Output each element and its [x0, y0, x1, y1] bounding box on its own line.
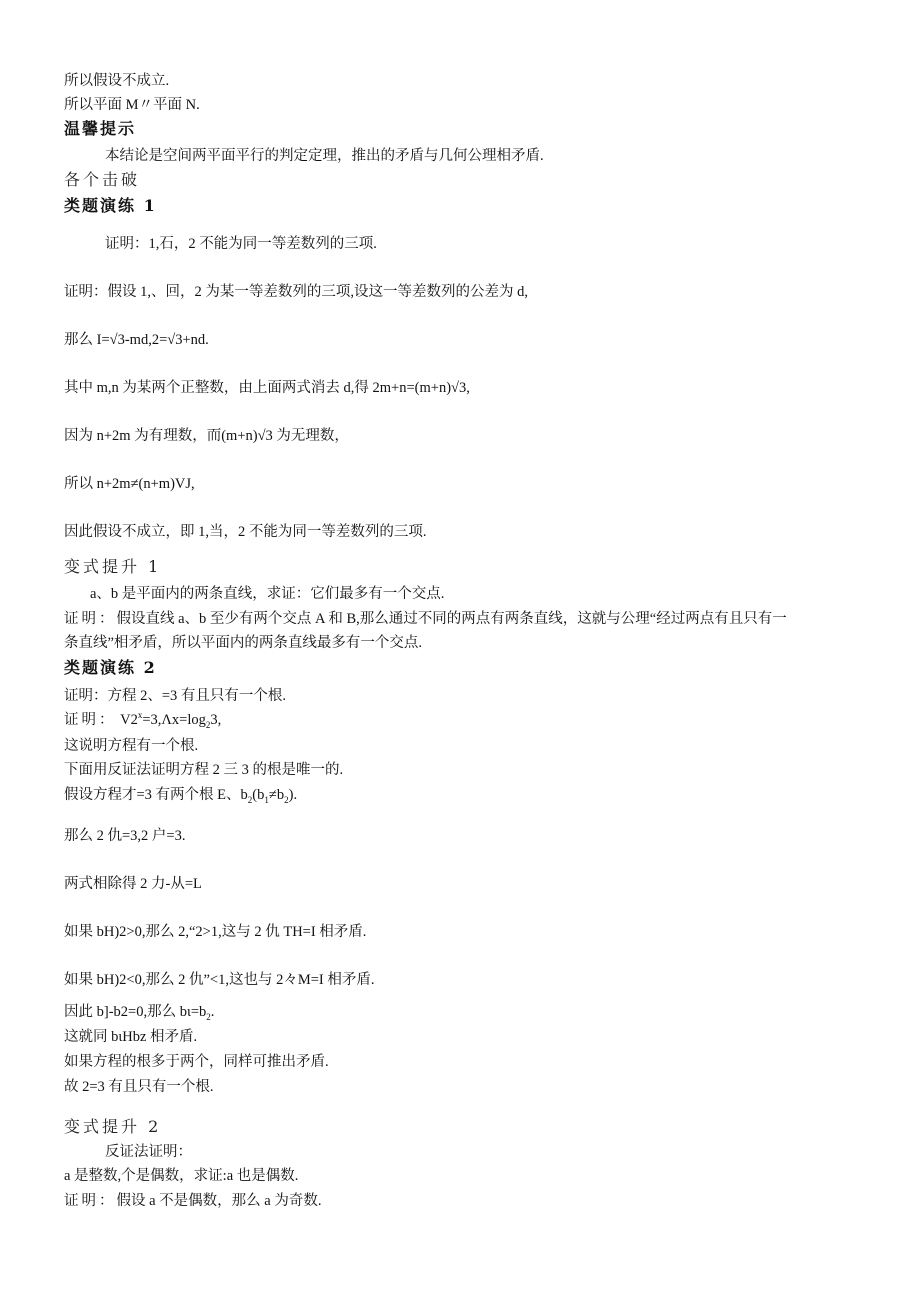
text-line: 如果方程的根多于两个，同样可推出矛盾.: [64, 1054, 329, 1070]
section-heading-variant-1: 变式提升 1: [64, 557, 162, 576]
text-line: 故 2=3 有且只有一个根.: [64, 1079, 214, 1095]
text-line: 其中 m,n 为某两个正整数，由上面两式消去 d,得 2m+n=(m+n)√3,: [64, 380, 470, 396]
text-line: 所以平面 M〃平面 N.: [64, 97, 200, 113]
formula-part: =3,Λx=log: [142, 712, 206, 728]
formula-subscript: 2: [205, 719, 211, 730]
formula-part: ≠b: [268, 787, 285, 803]
text-line: 反证法证明：: [105, 1144, 192, 1160]
proof-text: 假设直线 a、b 至少有两个交点 A 和 B,那么通过不同的两点有两条直线，这就与公理“经过两点有且只有一: [116, 611, 787, 627]
section-heading-variant-2: 变式提升 2: [64, 1117, 162, 1136]
formula-part: V2: [120, 712, 138, 728]
text-line: 本结论是空间两平面平行的判定定理，推出的矛盾与几何公理相矛盾.: [105, 148, 544, 164]
proof-text: 假设 a 不是偶数，那么 a 为奇数.: [116, 1193, 322, 1209]
formula-subscript: 1: [264, 794, 269, 805]
text-line: 那么 I=√3-md,2=√3+nd.: [64, 332, 209, 348]
text-line: 因为 n+2m 为有理数，而(m+n)√3 为无理数，: [64, 428, 349, 444]
text-line: 条直线”相矛盾，所以平面内的两条直线最多有一个交点.: [64, 635, 423, 651]
section-heading-tip: 温馨提示: [64, 119, 137, 138]
text-line: 下面用反证法证明方程 2 三 3 的根是唯一的.: [64, 762, 344, 778]
text-line: 如果 bH)2>0,那么 2,“2>1,这与 2 仇 TH=I 相矛盾.: [64, 924, 367, 940]
formula-superscript: x: [137, 710, 143, 721]
formula-part: ).: [288, 787, 298, 803]
formula-subscript: 2: [247, 794, 253, 805]
formula-part: (b: [252, 787, 265, 803]
text-line: 证明：1,石，2 不能为同一等差数列的三项.: [105, 236, 377, 252]
text-line: 这就同 bιHbz 相矛盾.: [64, 1029, 198, 1045]
formula-part: 假设方程才=3 有两个根 E、b: [64, 787, 248, 803]
text-line: a、b 是平面内的两条直线，求证：它们最多有一个交点.: [90, 586, 445, 602]
text-line: [64, 1192, 322, 1210]
text-line: 证明：假设 1,、回，2 为某一等差数列的三项,设这一等差数列的公差为 d,: [64, 284, 528, 300]
text-line: [64, 786, 297, 804]
section-heading-exercise-2: 类题演练 2: [64, 658, 157, 677]
text-line: 所以假设不成立.: [64, 73, 170, 89]
proof-label: 证明：: [64, 712, 117, 728]
section-heading-exercise-1: 类题演练 1: [64, 196, 157, 215]
text-line: 因此假设不成立，即 1,当，2 不能为同一等差数列的三项.: [64, 524, 427, 540]
proof-label: 证明：: [64, 1193, 117, 1209]
text-line: 如果 bH)2<0,那么 2 仇”<1,这也与 2々M=I 相矛盾.: [64, 972, 375, 988]
formula-part: .: [210, 1004, 215, 1020]
text-line: 证明：方程 2、=3 有且只有一个根.: [64, 688, 287, 704]
text-line: 两式相除得 2 力-从=L: [64, 876, 202, 892]
text-line: [64, 610, 787, 628]
text-line: [64, 1003, 214, 1021]
text-line: 这说明方程有一个根.: [64, 738, 199, 754]
section-heading-each: 各个击破: [64, 170, 141, 189]
formula-subscript: 2: [284, 794, 289, 805]
formula-subscript: 2: [206, 1011, 211, 1022]
text-line: 所以 n+2m≠(n+m)VJ,: [64, 476, 195, 492]
formula-part: 3,: [210, 712, 222, 728]
text-line: a 是整数,个是偶数，求证:a 也是偶数.: [64, 1168, 299, 1184]
text-line: 那么 2 仇=3,2 户=3.: [64, 828, 186, 844]
text-line: [64, 711, 221, 729]
formula-part: 因此 b]-b2=0,那么 bι=b: [64, 1004, 207, 1020]
proof-label: 证明：: [64, 611, 117, 627]
